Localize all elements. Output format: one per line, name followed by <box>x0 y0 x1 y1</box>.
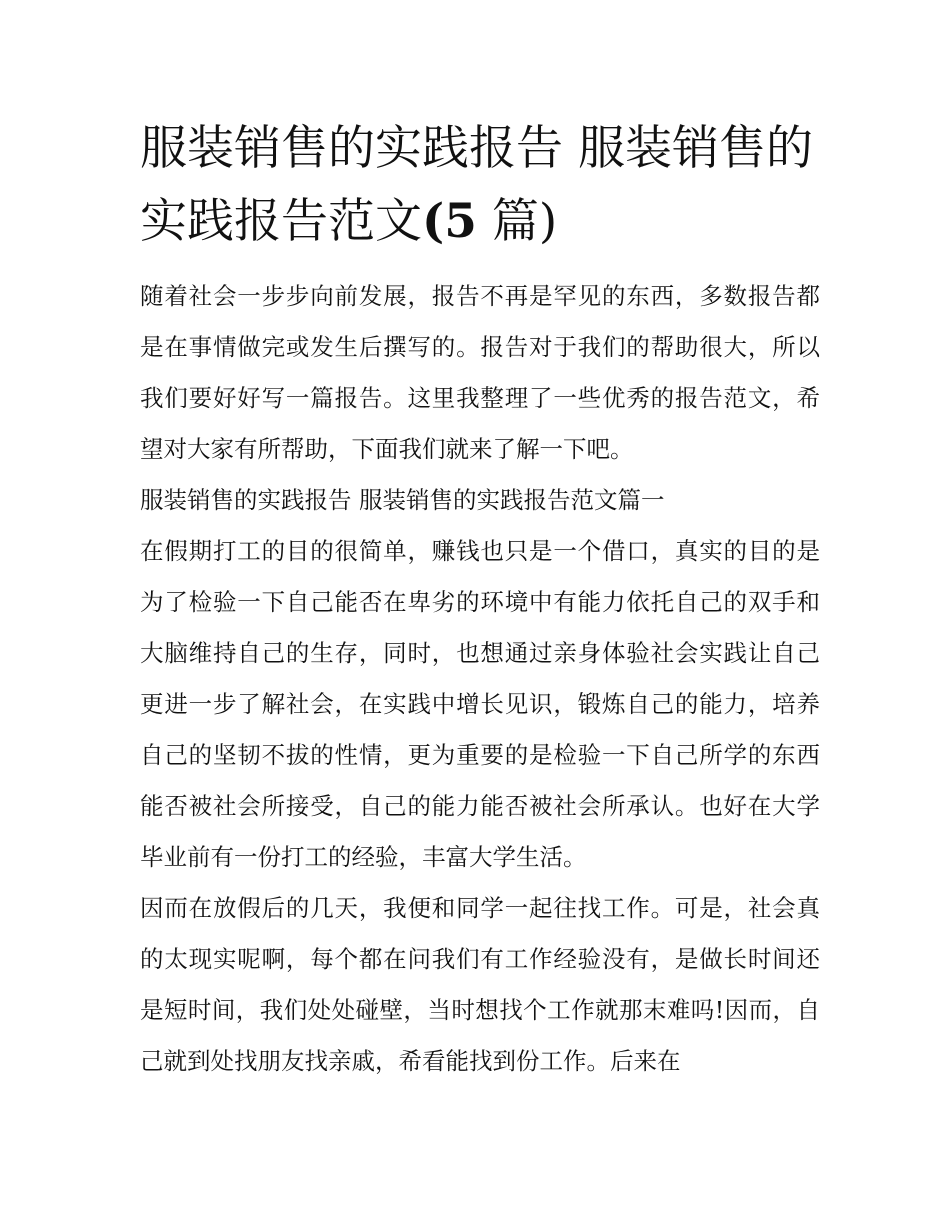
section-heading: 服装销售的实践报告 服装销售的实践报告范文篇一 <box>140 486 665 514</box>
document-page <box>140 112 820 1087</box>
body-paragraph-1: 在假期打工的目的很简单，赚钱也只是一个借口，真实的目的是为了检验一下自己能否在卑劣的环境中有能力依托自己的双手和大脑维持自己的生存，同时，也想通过亲身体验社会实践让自己更进一步了解社会，在实践中增长见识，锻炼自己的能力，培养自己的坚韧不拔的性情，更为重要的是检验一下自己所学的东西能否被社会所接受，自己的能力能否被社会所承认。也好在大学毕业前有一份打工的经验，丰富大学生活。 <box>140 537 820 871</box>
document-title-tail: 篇) <box>491 194 558 249</box>
intro-paragraph: 随着社会一步步向前发展，报告不再是罕见的东西，多数报告都是在事情做完或发生后撰写的。报告对于我们的帮助很大，所以我们要好好写一篇报告。这里我整理了一些优秀的报告范文，希望对大家有所帮助，下面我们就来了解一下吧。 <box>140 282 820 463</box>
document-title <box>140 112 820 258</box>
body-paragraph-2: 因而在放假后的几天，我便和同学一起往找工作。可是，社会真的太现实呢啊，每个都在问我们有工作经验没有，是做长时间还是短时间，我们处处碰壁，当时想找个工作就那末难吗!因而，自己就到处找朋友找亲戚，希看能找到份工作。后来在 <box>140 894 820 1075</box>
document-title-count: (5 <box>422 194 477 249</box>
document-title-main: 服装销售的实践报告 服装销售的实践报告范文 <box>140 121 813 249</box>
